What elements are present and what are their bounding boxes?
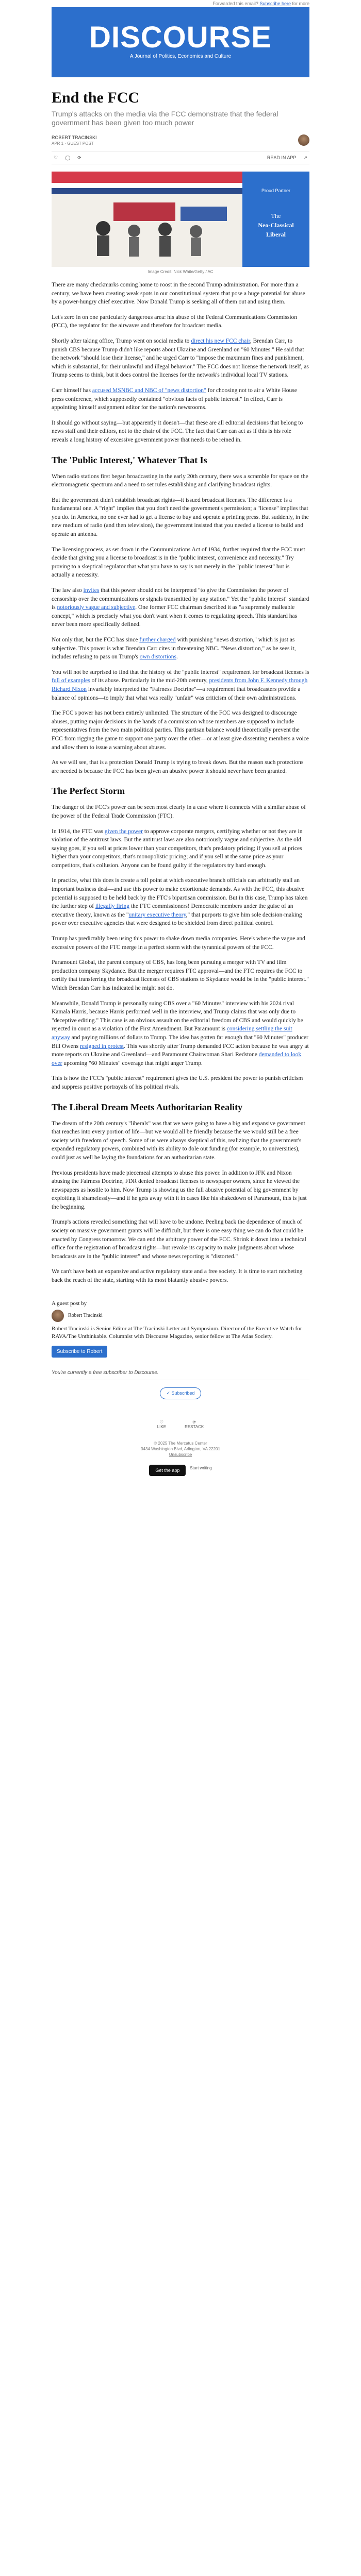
text-run: upcoming "60 Minutes" coverage that might anger Trump. [62,1060,203,1066]
text-run: ," that purports to give him sole decision-making power over executive agencies that were designed to be shielded from direct political control. [52,911,302,927]
publication-logo: DISCOURSE [89,21,272,54]
post-date: APR 1 · GUEST POST [52,141,94,146]
paragraph: Paramount Global, the parent company of CBS, has long been pursuing a merger with TV and film production company Skydance. But the merger requires FTC approval—and the FTC requires the FCC to certify that transferring the broadcast licenses of CBS stations to Skydance would be in the "public interest." Which Brendan Carr has indicated he might not do. [52,959,309,991]
paragraph [52,999,309,1068]
text-run: and paying millions of dollars to Trump. The idea has gotten far enough that "60 Minutes" producer Bill Owens [52,1034,308,1049]
text-run: In practice, what this does is create a toll point at which executive branch officials can arbitrarily stall an important business deal—and use this power to make extortionate demands. As with the FCC, this abusive potential is supposed to be held back by the FTC's bipartisan commission. But in this case, Trump has taken the further step of [52,877,308,910]
paragraph: The licensing process, as set down in the Communications Act of 1934, further required that the FCC must decide that giving you a license to broadcast is in the "public interest, convenience and necessity." Try proving to a skeptical regulator that what you have to say is not merely in the "public interest" but is actually a necessity. [52,546,305,579]
bio-author-name[interactable]: Robert Tracinski [68,1313,103,1319]
text-run: You will not be surprised to find that the history of the "public interest" requirement for broadcast licenses is [52,669,309,675]
paragraph: As we will see, that is a protection Donald Trump is trying to break down. But the reason such protections are needed is because the FCC has been given an abusive power it should never have been granted. [52,759,304,774]
paragraph [52,876,309,928]
address-line: 3434 Washington Blvd, Arlington, VA 22201 [141,1446,220,1451]
text-run: , Brendan Carr, to punish CBS because Trump didn't like reports about Ukraine and Greenland on "60 Minutes." He said that the network "should lose their license," and he urged Carr to "impose the maximum fines and punishment, which is substantial, for their unlawful and illegal behavior." The FCC does not license the network itself, as Trump seems to think, but it does control the licenses for the network's individual local TV stations. [52,337,309,379]
paragraph: The dream of the 20th century's "liberals" was that we were going to have a big and expansive government that reaches into every portion of life—but we would all be friendly because the we would still be a free society with freedom of speech. Some of us were always skeptical of this, realizing that the government's expanded regulatory powers, combined with its ability to dole out funding (for example, to universities), could just as well be laying the foundations for an authoritarian state. [52,1120,305,1161]
bio-description: Robert Tracinski is Senior Editor at The Tracinski Letter and Symposium. Director of the Executive Watch for RAVA/The Unthinkable. Columnist with Discourse Magazine, senior fellow at The Atlas Society. [52,1325,302,1340]
footer-actions [52,1420,309,1429]
paragraph: But the government didn't establish broadcast rights—it issued broadcast licenses. The difference is a fundamental one. A "right" implies that you don't need the government's permission; a "license" implies that you do. In America, no one ever had to get a license to buy and operate a printing press. But suddenly, in the new medium of radio (and then television), the government insisted that you needed a license to build and operate an antenna. [52,497,309,538]
hero-label-1: Proud Partner [261,188,291,193]
heart-icon: ♡ [159,1419,163,1425]
hero-label-3: Neo-Classical [258,222,294,229]
paragraph: There are many checkmarks coming home to roost in the second Trump administration. For more than a century, we have been creating weak spots in our constitutional system that pose a huge potential for abuse by a power-hungry chief executive. Now Donald Trump is seeking all of them out and using them. [52,282,305,306]
section-heading: The Liberal Dream Meets Authoritarian Reality [52,1101,243,1112]
inline-link[interactable]: own distortions [139,654,176,660]
like-label: LIKE [157,1424,167,1429]
get-the-app-button[interactable]: Get the app [149,1465,186,1476]
forwarded-suffix: for more [290,1,309,6]
inline-link[interactable]: considering settling the suit anyway [52,1026,292,1041]
comment-icon[interactable]: ◯ [65,155,71,160]
masthead-banner[interactable] [52,7,309,77]
like-icon[interactable]: ♡ [54,155,58,160]
app-promo-row [52,1465,309,1476]
inline-link[interactable]: accused MSNBC and NBC of "news distortion" [92,387,206,394]
article [52,89,309,1476]
inline-link[interactable]: notoriously vague and subjective [57,604,136,611]
text-run: to approve corporate mergers, certifying whether or not they are in violation of the antitrust laws. But the antitrust laws are also notoriously vague and subjective. As the old saying goes, if you sell at prices lower than your competitors, that's predatory pricing; if you sell at prices higher than your competitors, that's monopolistic pricing; and if you sell at the same price as your competitors, that's collusion. Anyone can be found guilty if the regulators try hard enough. [52,828,303,869]
text-run: for choosing not to air a White House press conference, which supposedly contained "obvious facts of public interest." In effect, Carr is appointing himself assignment editor for the nation's newsrooms. [52,387,297,411]
paragraph: We can't have both an expansive and active regulatory state and a free society. It is time to start ratcheting back the reach of the state, starting with its most blatantly abusive powers. [52,1268,303,1284]
bio-label: A guest post by [52,1300,87,1307]
paragraph: It should go without saying—but apparently it doesn't—that these are all editorial decisions that belong to news staff and their editors, not to the chair of the FCC. The fact that Carr can act as if this is his role reveals a long history of excessive government power that needs to be reined in. [52,419,303,443]
copyright-line: © 2025 The Mercatus Center [154,1440,207,1446]
text-run: . This was shortly after Trump demanded FCC action because he was angry at more reports on Ukraine and Greenland—and Paramount Chairwoman Shari Redstone [52,1043,309,1058]
text-run: The law also [52,587,84,594]
restack-icon: ⟳ [192,1419,196,1425]
paragraph [52,386,309,412]
text-run: of its abuse. Particularly in the mid-20th century, [90,677,209,684]
author-row [52,134,309,146]
inline-link[interactable]: presidents from John F. Kennedy through Richard Nixon [52,677,308,692]
subscribe-to-author-button[interactable]: Subscribe to Robert [52,1346,107,1358]
like-button[interactable] [157,1420,166,1429]
inline-link[interactable]: full of examples [52,677,90,684]
forwarded-prefix: Forwarded this email? [212,1,260,6]
hero-image[interactable] [52,172,309,267]
post-action-bar [52,151,309,164]
paragraph [52,337,309,380]
copyright-block [52,1440,309,1458]
inline-link[interactable]: given the power [104,828,143,835]
inline-link[interactable]: demanded to look over [52,1052,302,1066]
subscriber-note: You're currently a free subscriber to Discourse. [52,1370,309,1380]
text-run: invariably interpreted the "Fairness Doctrine"—a requirement that broadcasters provide a balance of opinions—to imply that what was really "unfair" was criticism of their own administrations. [52,686,301,701]
read-in-app-button[interactable]: READ IN APP [267,155,297,160]
text-run: In 1914, the FTC was [52,828,105,835]
start-writing-link[interactable]: Start writing [190,1465,212,1470]
publication-tagline: A Journal of Politics, Economics and Culture [129,54,232,59]
post-subtitle: Trump's attacks on the media via the FCC demonstrate that the federal government has been given too much power [52,110,278,127]
text-run: . One former FCC chairman described it as "a supremely malleable concept," which is precisely what you don't want when it comes to regulating speech. This standard has never been more specifically defined. [52,604,298,628]
text-run: . [176,654,178,660]
post-title[interactable]: End the FCC [52,89,140,106]
paragraph: Trump has predictably been using this power to shake down media companies. Here's where the vague and excessive powers of the FTC merge in a perfect storm with the tyrannical powers of the FCC. [52,936,305,951]
subscribe-here-link[interactable]: Subscribe here [259,1,291,6]
inline-link[interactable]: resigned in protest [79,1043,124,1049]
restack-icon[interactable]: ⟳ [77,155,81,160]
paragraph: Trump's actions revealed something that will have to be undone. Peeling back the dependence of much of society on massive government grants will be difficult, but there is one easy thing we can do that could be enacted by Congress tomorrow. We can end the arbitrary power of the FCC. Shrink it down into a technical office for the registration of broadcast rights—but revoke its capacity to make judgments about whose broadcasts are in the "public interest" and whose news reporting is "distorted." [52,1219,306,1260]
paragraph [52,827,309,870]
inline-link[interactable]: direct his new FCC chair [191,337,250,344]
paragraph: This is how the FCC's "public interest" requirement gives the U.S. president the power to punish criticism and suppress positive portrayals of his political rivals. [52,1075,303,1090]
text-run: Not only that, but the FCC has since [52,637,140,643]
bio-avatar[interactable] [52,1310,64,1322]
inline-link[interactable]: invites [83,587,100,594]
inline-link[interactable]: illegally firing [95,903,130,910]
paragraph [52,636,309,662]
section-heading: The 'Public Interest,' Whatever That Is [52,454,207,465]
author-name[interactable]: ROBERT TRACINSKI [52,134,97,140]
paragraph: The FCC's power has not been entirely unlimited. The structure of the FCC was designed to discourage abuses, putting major decisions in the hands of a commission whose members are supposed to include representatives from the two main political parties. This partisan balance would theoretically prevent the FCC from rigging the game to support one party over the other—or at least give dissenting members a voice and allow them to issue a warning about abuses. [52,710,309,751]
inline-link[interactable]: unitary executive theory [128,911,186,918]
text-run: that this power should not be interpreted "to give the Commission the power of censorship over the communications or signals transmitted by any station." Yet the "public interest" standard is [52,587,309,611]
paragraph: Let's zero in on one particularly dangerous area: his abuse of the Federal Communications Commission (FCC), the regulator for the airwaves and therefore for broadcast media. [52,314,298,329]
forwarded-notice [0,0,361,7]
paragraph: The danger of the FCC's power can be seen most clearly in a case where it connects with a similar abuse of the power of the Federal Trade Commission (FTC). [52,804,306,819]
inline-link[interactable]: further charged [139,637,176,643]
restack-button[interactable] [185,1420,204,1429]
unsubscribe-link[interactable]: Unsubscribe [169,1452,192,1457]
paragraph [52,668,309,702]
image-caption: Image Credit: Nick White/Getty / AC [147,269,214,274]
restack-label: RESTACK [185,1424,204,1429]
section-heading: The Perfect Storm [52,786,125,796]
text-run: Meanwhile, Donald Trump is personally suing CBS over a "60 Minutes" interview with his 2024 rival Kamala Harris, because Harris performed well in the interview, and Trump claims that was only due to "deceptive editing." This case is an obvious assault on the editorial freedom of CBS and would quickly be rejected in court as a violation of the First Amendment. But Paramount is [52,1000,303,1032]
text-run: the FTC commissioners! Democratic members under the guise of an executive theory, known as the " [52,903,293,918]
paragraph: When radio stations first began broadcasting in the early 20th century, there was a scramble for space on the electromagnetic spectrum and a need to set rules establishing and clarifying broadcast rights. [52,473,308,488]
hero-label-2: The [271,212,281,219]
author-bio [52,1300,309,1358]
article-body [52,281,309,1285]
share-icon[interactable]: ↗ [303,155,307,160]
text-run: with punishing "news distortion," which is just as subjective. This power is what Brendan Carr cites in threatening NBC. "News distortion," as he sees it, includes refusing to pass on Trump's [52,637,296,660]
text-run: Shortly after taking office, Trump went on social media to [52,337,191,344]
bio-author-row [52,1310,309,1322]
hero-label-4: Liberal [266,231,286,238]
author-avatar[interactable] [298,134,309,146]
paragraph [52,586,309,629]
hero-illustration [52,172,309,267]
subscribed-button[interactable]: ✓ Subscribed [160,1387,201,1399]
text-run: Carr himself has [52,387,92,394]
paragraph: Previous presidents have made piecemeal attempts to abuse this power. In addition to JFK and Nixon abusing the Fairness Doctrine, FDR denied broadcast licenses to newspaper owners, since he viewed the newspapers as hostile to him. Now Trump is showing us the full abusive potential of big government by exploiting it shamelessly—and if he gets away with it in cases like his shakedown of Paramount, this is just the beginning. [52,1170,307,1210]
